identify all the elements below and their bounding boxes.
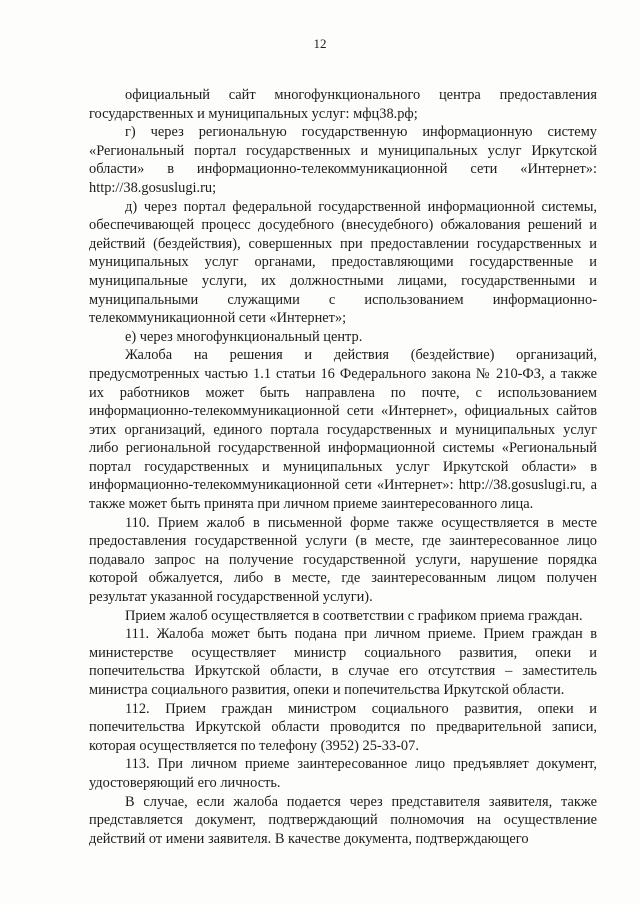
- paragraph-mfc-website: официальный сайт многофункционального центра предоставления государственных и муниципальных услуг: мфц38.рф;: [89, 87, 597, 122]
- paragraph-federal-portal: д) через портал федеральной государственной информационной системы, обеспечивающей процесс досудебного (внесудебного) обжалования решений и действий (бездействия), совершенных при предоставлении государственных и муниципальных услуг органами, предоставляющими государственные и муниципальные услуги, их должностными лицами, государственными и муниципальными служащими с использованием информационно-телекоммуникационной сети «Интернет»;: [89, 198, 597, 327]
- paragraph-reception-schedule: Прием жалоб осуществляется в соответствии с графиком приема граждан.: [125, 607, 583, 624]
- page-number: 12: [313, 36, 327, 51]
- paragraph-112: 112. Прием граждан министром социального развития, опеки и попечительства Иркутской области проводится по предварительной записи, которая осуществляется по телефону (3952) 25-33-07.: [89, 700, 597, 754]
- paragraph-110: 110. Прием жалоб в письменной форме также осуществляется в месте предоставления государственной услуги (в месте, где заинтересованное лицо подавало запрос на получение государственной услуги, нарушение порядка которой обжалуется, либо в месте, где заинтересованным лицом получен результат указанной государственной услуги).: [89, 514, 597, 606]
- paragraph-111: 111. Жалоба может быть подана при личном приеме. Прием граждан в министерстве осуществляет министр социального развития, опеки и попечительства Иркутской области, в случае его отсутствия – заместитель министра социального развития, опеки и попечительства Иркутской области.: [89, 626, 597, 698]
- paragraph-113: 113. При личном приеме заинтересованное лицо предъявляет документ, удостоверяющий его личность.: [89, 756, 597, 791]
- document-body: [89, 86, 597, 848]
- paragraph-representative: В случае, если жалоба подается через представителя заявителя, также представляется документ, подтверждающий полномочия на осуществление действий от имени заявителя. В качестве документа, подтверждающего: [89, 793, 597, 847]
- paragraph-complaint-organizations: Жалоба на решения и действия (бездействие) организаций, предусмотренных частью 1.1 статьи 16 Федерального закона № 210-ФЗ, а также их работников может быть направлена по почте, с использованием информационно-телекоммуникационной сети «Интернет», официальных сайтов этих организаций, единого портала государственных и муниципальных услуг либо региональной государственной информационной системы «Региональный портал государственных и муниципальных услуг Иркутской области» в информационно-телекоммуникационной сети «Интернет»: http://38.gosuslugi.ru, а также может быть принята при личном приеме заинтересованного лица.: [89, 347, 597, 513]
- paragraph-mfc: е) через многофункциональный центр.: [125, 328, 363, 345]
- paragraph-regional-portal: г) через региональную государственную информационную систему «Региональный портал государственных и муниципальных услуг Иркутской области» в информационно-телекоммуникационной сети «Интернет»: http://38.gosuslugi.ru;: [89, 124, 597, 196]
